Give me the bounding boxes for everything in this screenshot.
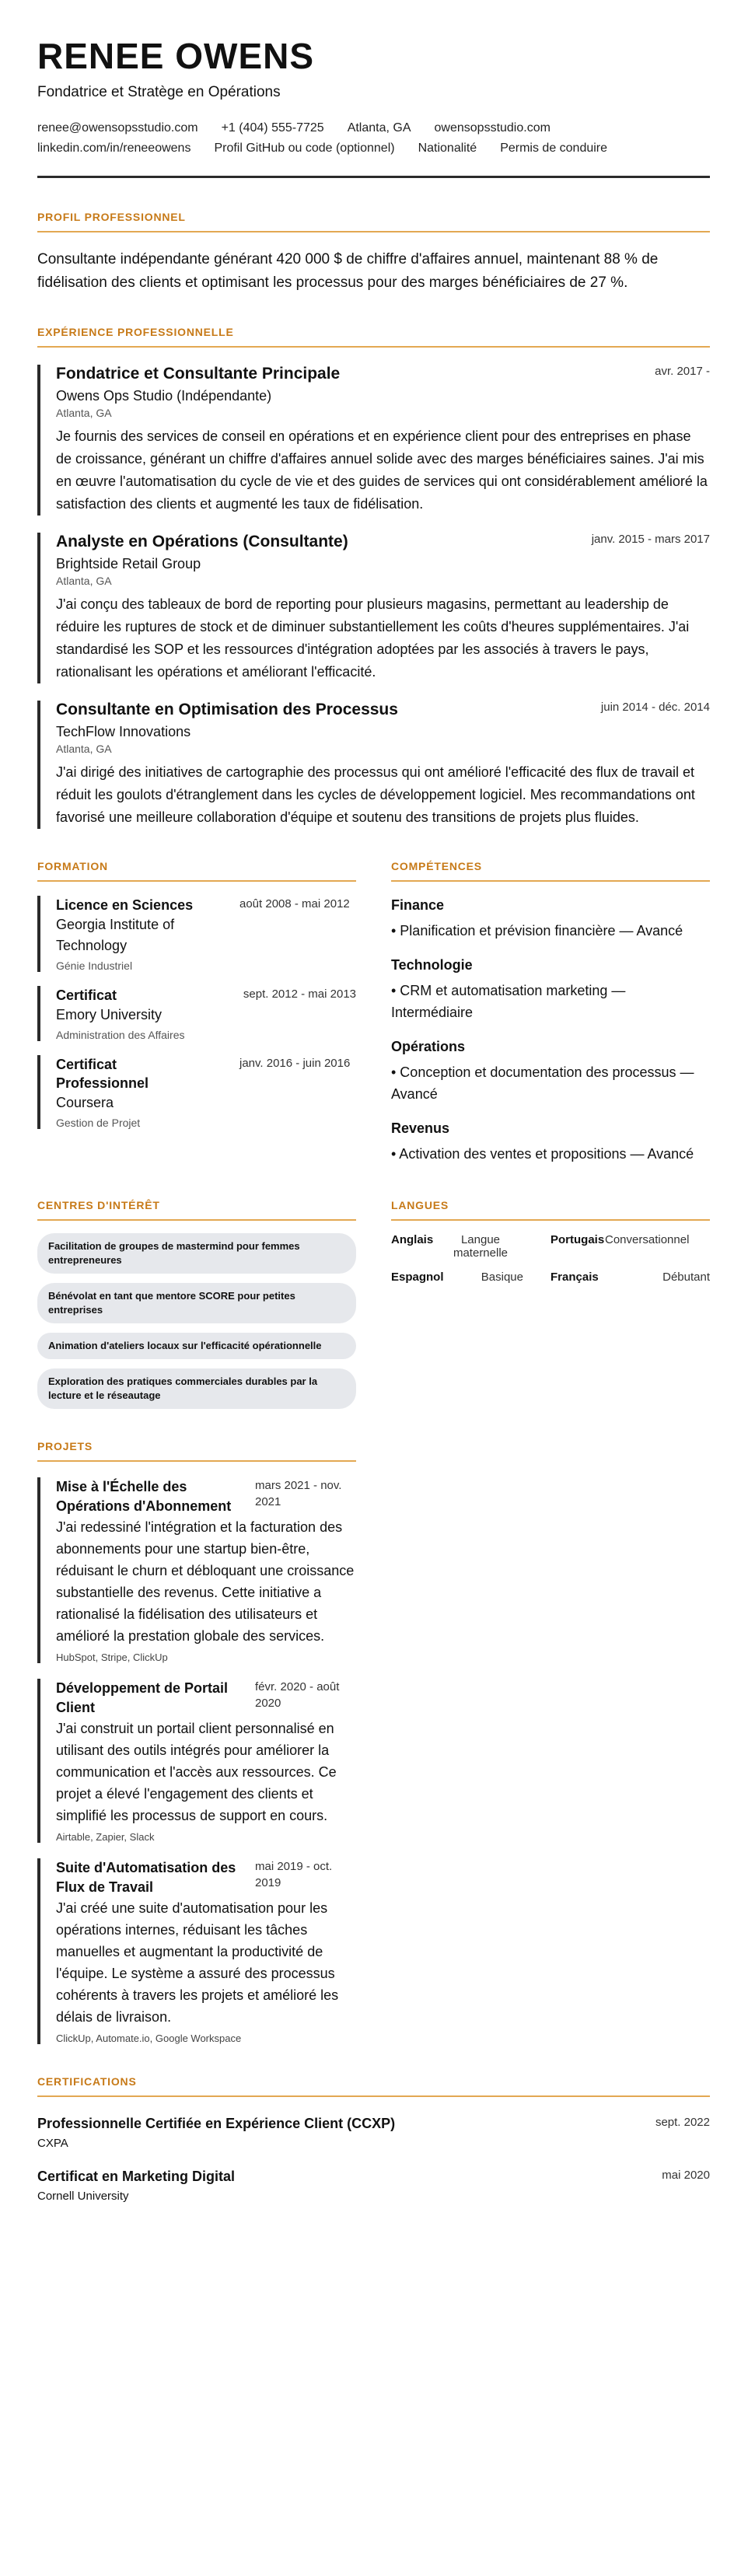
project-title: Mise à l'Échelle des Opérations d'Abonnement xyxy=(56,1479,232,1514)
project-title: Développement de Portail Client xyxy=(56,1680,229,1715)
contact-phone: +1 (404) 555-7725 xyxy=(221,121,324,135)
job-date: janv. 2015 - mars 2017 xyxy=(591,533,710,546)
education-item xyxy=(37,1055,356,1129)
job-location: Atlanta, GA xyxy=(56,575,112,587)
education-item xyxy=(37,896,356,972)
education-degree: Licence en Sciences xyxy=(56,897,194,913)
header-divider xyxy=(37,176,710,178)
experience-item xyxy=(37,533,710,683)
skills-title: COMPÉTENCES xyxy=(391,860,710,882)
skill-item: • Planification et prévision financière — Avancé xyxy=(391,923,683,938)
job-date: avr. 2017 - xyxy=(655,365,710,378)
education-school: Georgia Institute of Technology xyxy=(56,917,175,953)
project-date: févr. 2020 - août 2020 xyxy=(255,1680,340,1710)
language-level: Langue maternelle xyxy=(453,1233,509,1260)
candidate-name: RENEE OWENS xyxy=(37,36,315,76)
education-date: août 2008 - mai 2012 xyxy=(239,897,350,911)
skill-item: • CRM et automatisation marketing — Intermédiaire xyxy=(391,983,626,1020)
skills-section xyxy=(391,860,710,1165)
language-name: Portugais xyxy=(551,1233,605,1246)
skill-item: • Activation des ventes et propositions — Avancé xyxy=(391,1146,694,1162)
skill-category: Finance xyxy=(391,897,445,913)
projects-section xyxy=(37,1440,356,2044)
job-company: Owens Ops Studio (Indépendante) xyxy=(56,388,272,404)
certification-issuer: CXPA xyxy=(37,2137,68,2150)
job-description: Je fournis des services de conseil en opérations et en expérience client pour des entreprises en phase de croissance, générant un chiffre d'affaires annuel solide avec des marges bénéficiaires saines. J'ai mis en œuvre l'automatisation du cycle de vie et des guides de services qui ont considérablement amélioré la satisfaction des clients et augmenté les taux de fidélisation. xyxy=(56,428,708,512)
job-date: juin 2014 - déc. 2014 xyxy=(600,701,710,714)
interest-tag: Exploration des pratiques commerciales durables par la lecture et le réseautage xyxy=(37,1368,356,1409)
project-date: mai 2019 - oct. 2019 xyxy=(255,1860,333,1889)
projects-title: PROJETS xyxy=(37,1440,356,1462)
job-description: J'ai conçu des tableaux de bord de reporting pour plusieurs magasins, permettant au leadership de réduire les ruptures de stock et de diminuer substantiellement les coûts d'heures supplémentaires. J'ai standardisé les SOP et les ressources d'intégration adoptées par les associés à travers le pays, rationalisant les opérations et améliorant l'efficacité. xyxy=(56,596,690,680)
education-degree: Certificat xyxy=(56,987,117,1003)
interests-section xyxy=(37,1199,356,1409)
certification-date: sept. 2022 xyxy=(655,2116,710,2129)
experience-title: EXPÉRIENCE PROFESSIONNELLE xyxy=(37,326,710,348)
job-company: TechFlow Innovations xyxy=(56,724,191,739)
project-item xyxy=(37,1858,356,2044)
project-tech: ClickUp, Automate.io, Google Workspace xyxy=(56,2032,242,2044)
experience-item xyxy=(37,701,710,829)
education-degree: Certificat Professionnel xyxy=(56,1057,149,1091)
education-title: FORMATION xyxy=(37,860,356,882)
language-level: Conversationnel xyxy=(605,1233,690,1246)
certification-issuer: Cornell University xyxy=(37,2190,129,2203)
contact-linkedin: linkedin.com/in/reneeowens xyxy=(37,142,191,155)
languages-section xyxy=(391,1199,710,1409)
job-title: Analyste en Opérations (Consultante) xyxy=(56,533,348,551)
experience-item xyxy=(37,365,710,516)
summary-text: Consultante indépendante générant 420 000 $ de chiffre d'affaires annuel, maintenant 88 % de fidélisation des clients et optimisant les processus pour des marges bénéficiaires de 27 %. xyxy=(37,251,659,291)
language-name: Espagnol xyxy=(391,1271,444,1284)
contact-github: Profil GitHub ou code (optionnel) xyxy=(214,142,395,155)
language-level: Basique xyxy=(481,1271,523,1284)
contact-info xyxy=(37,121,628,156)
education-date: sept. 2012 - mai 2013 xyxy=(243,987,356,1001)
language-level: Débutant xyxy=(662,1271,710,1284)
education-section xyxy=(37,860,356,1165)
skill-category: Technologie xyxy=(391,957,473,973)
language-name: Anglais xyxy=(391,1233,434,1246)
languages-grid xyxy=(391,1233,710,1284)
education-field: Gestion de Projet xyxy=(56,1117,141,1129)
skill-category: Revenus xyxy=(391,1120,450,1136)
interest-tag: Animation d'ateliers locaux sur l'efficacité opérationnelle xyxy=(37,1333,356,1359)
education-field: Génie Industriel xyxy=(56,959,133,972)
certification-title: Certificat en Marketing Digital xyxy=(37,2169,236,2184)
project-description: J'ai créé une suite d'automatisation pour les opérations internes, réduisant les tâches manuelles et augmentant la productivité de l'équipe. Le système a assuré des processus cohérents à travers les projets et amélioré les délais de livraison. xyxy=(56,1900,339,2025)
interests-title: CENTRES D'INTÉRÊT xyxy=(37,1199,356,1221)
contact-website: owensopsstudio.com xyxy=(434,121,551,135)
project-item xyxy=(37,1477,356,1663)
summary-section xyxy=(37,211,710,295)
project-item xyxy=(37,1679,356,1843)
project-tech: Airtable, Zapier, Slack xyxy=(56,1831,155,1843)
education-school: Emory University xyxy=(56,1007,163,1022)
experience-section xyxy=(37,326,710,829)
certification-date: mai 2020 xyxy=(662,2169,710,2182)
skill-category: Opérations xyxy=(391,1039,466,1054)
certification-item xyxy=(37,2116,710,2150)
certifications-section xyxy=(37,2075,710,2203)
candidate-subtitle: Fondatrice et Stratège en Opérations xyxy=(37,84,281,100)
contact-email: renee@owensopsstudio.com xyxy=(37,121,198,135)
resume-page xyxy=(0,34,741,2576)
education-school: Coursera xyxy=(56,1095,114,1110)
summary-title: PROFIL PROFESSIONNEL xyxy=(37,211,710,232)
job-title: Consultante en Optimisation des Processus xyxy=(56,701,398,718)
job-title: Fondatrice et Consultante Principale xyxy=(56,365,341,383)
job-company: Brightside Retail Group xyxy=(56,556,201,571)
contact-license: Permis de conduire xyxy=(500,142,608,155)
job-description: J'ai dirigé des initiatives de cartographie des processus qui ont amélioré l'efficacité des flux de travail et réduit les goulots d'étranglement dans les cycles de développement logiciel. Mes recommandations ont favorisé une meilleure collaboration d'équipe et soutenu des transitions de projets plus fluides. xyxy=(56,764,695,825)
languages-title: LANGUES xyxy=(391,1199,710,1221)
job-location: Atlanta, GA xyxy=(56,407,112,419)
contact-location: Atlanta, GA xyxy=(347,121,411,135)
project-tech: HubSpot, Stripe, ClickUp xyxy=(56,1652,168,1663)
certification-title: Professionnelle Certifiée en Expérience Client (CCXP) xyxy=(37,2116,396,2131)
certifications-title: CERTIFICATIONS xyxy=(37,2075,710,2097)
education-skills-row xyxy=(37,860,710,1165)
certification-item xyxy=(37,2169,710,2203)
interest-tag: Bénévolat en tant que mentore SCORE pour petites entreprises xyxy=(37,1283,356,1323)
project-title: Suite d'Automatisation des Flux de Travail xyxy=(56,1860,236,1895)
interests-languages-row xyxy=(37,1199,710,1409)
project-description: J'ai redessiné l'intégration et la facturation des abonnements pour une startup bien-être, réduisant le churn et débloquant une croissance substantielle des revenus. Cette initiative a rationalisé la fidélisation des utilisateurs et amélioré la prestation globale des services. xyxy=(56,1519,355,1644)
project-date: mars 2021 - nov. 2021 xyxy=(255,1479,342,1508)
education-field: Administration des Affaires xyxy=(56,1029,185,1041)
interest-tag: Facilitation de groupes de mastermind pour femmes entrepreneures xyxy=(37,1233,356,1274)
resume-header xyxy=(37,34,710,178)
contact-nationality: Nationalité xyxy=(418,142,477,155)
skill-item: • Conception et documentation des processus — Avancé xyxy=(391,1064,694,1102)
job-location: Atlanta, GA xyxy=(56,743,112,755)
education-date: janv. 2016 - juin 2016 xyxy=(239,1057,351,1070)
language-name: Français xyxy=(551,1271,599,1284)
project-description: J'ai construit un portail client personnalisé en utilisant des outils intégrés pour améliorer la communication et l'accès aux ressources. Ce projet a élevé l'engagement des clients et simplifié les processus de support en cours. xyxy=(56,1721,337,1823)
education-item xyxy=(37,986,356,1041)
